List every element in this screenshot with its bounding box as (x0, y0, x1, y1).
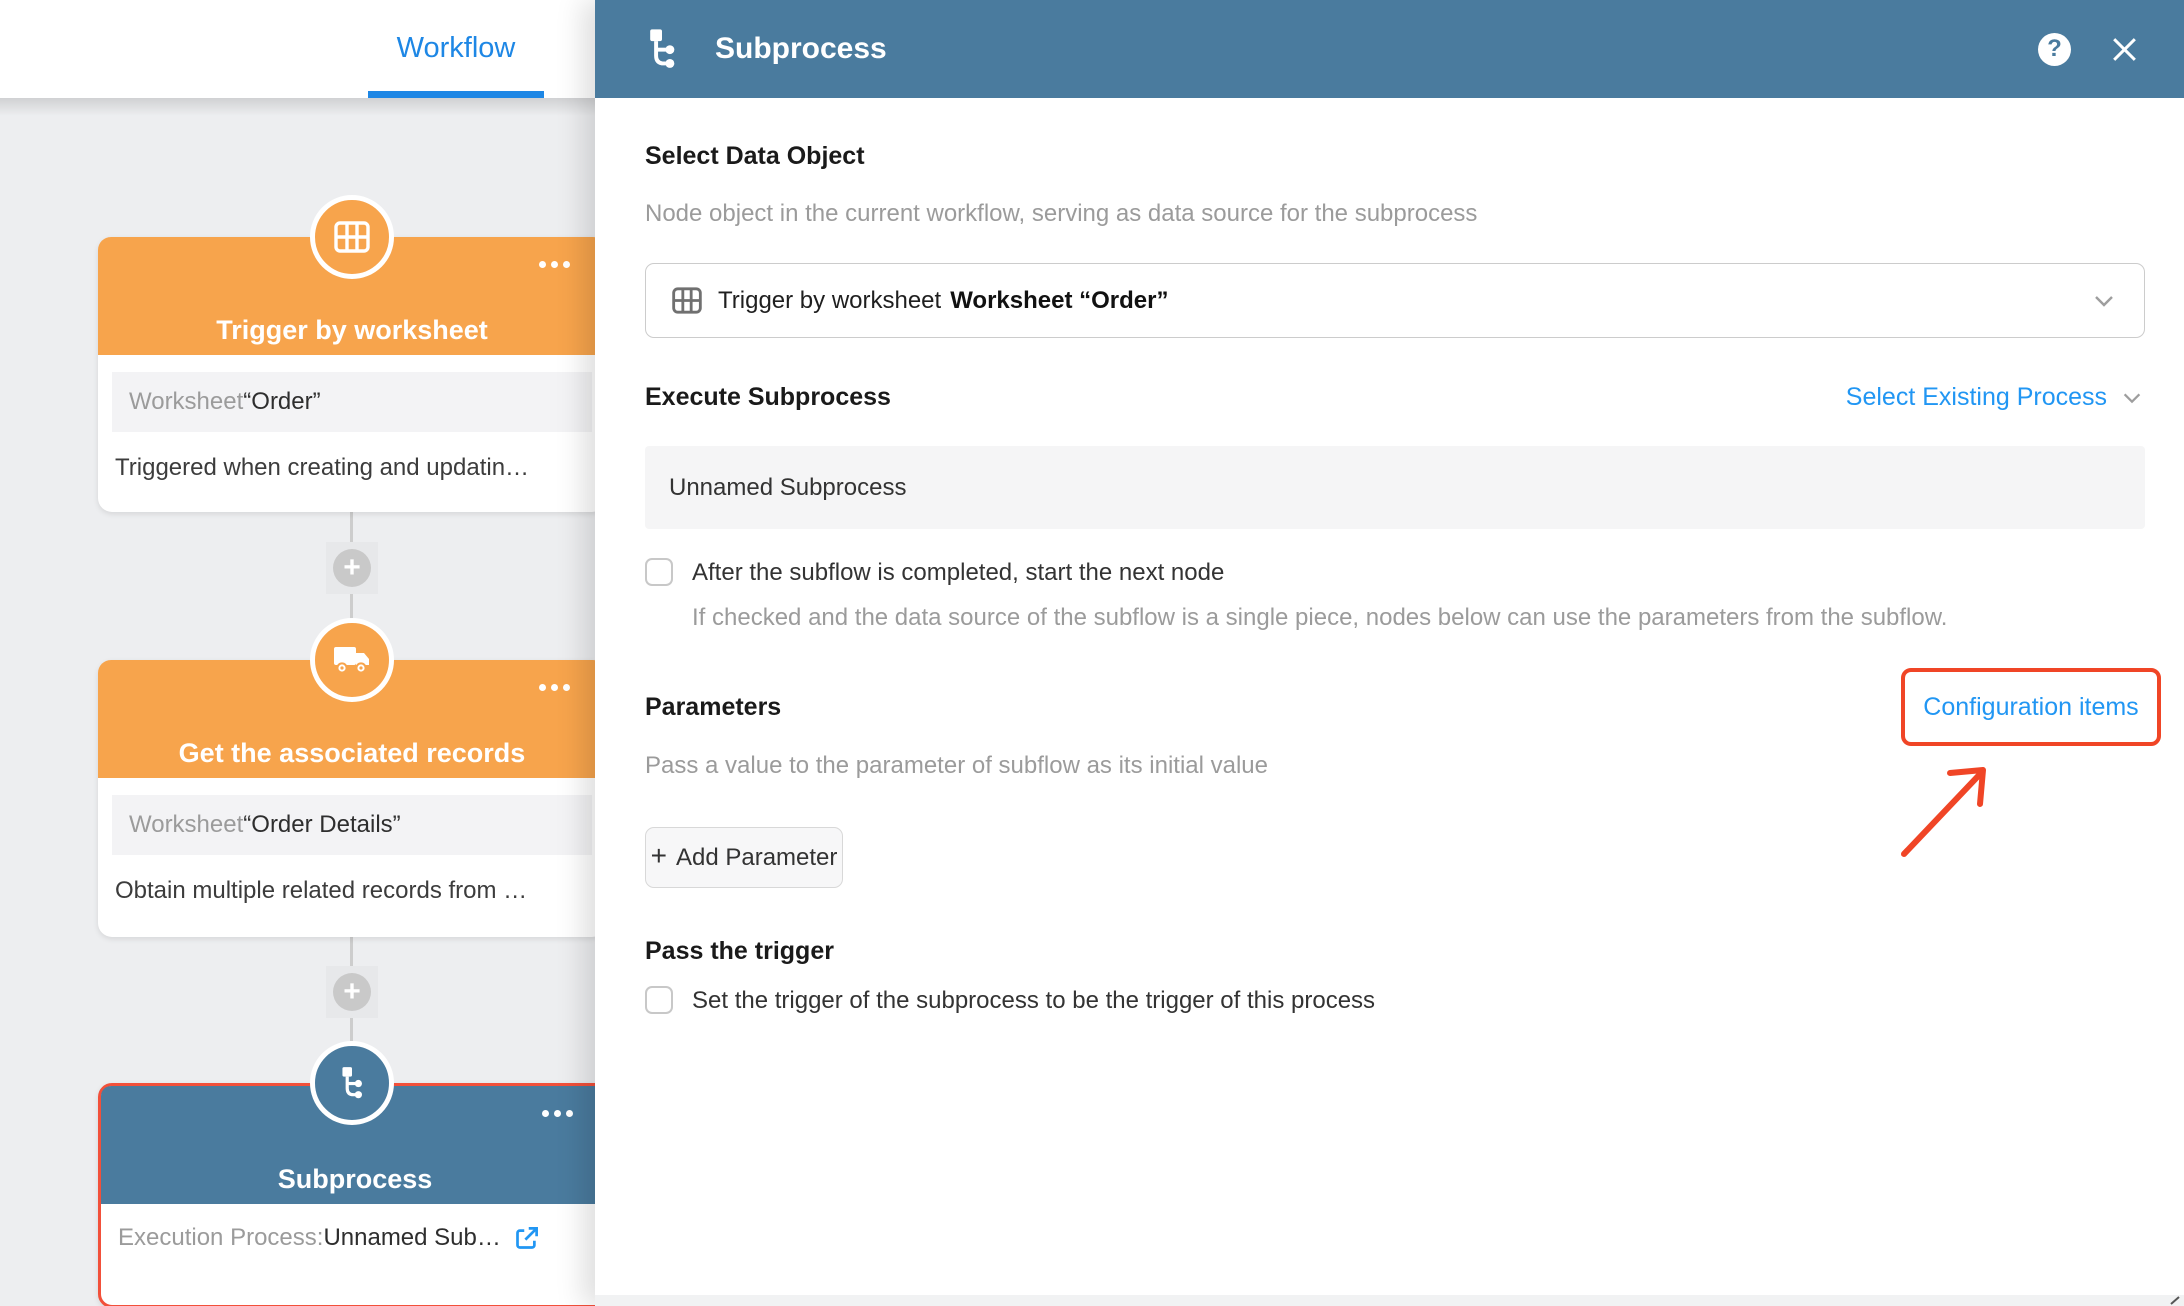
chevron-down-icon (2090, 288, 2118, 314)
subprocess-name-field[interactable]: Unnamed Subprocess (645, 446, 2145, 529)
checkbox-label: Set the trigger of the subprocess to be the trigger of this process (692, 987, 1376, 1014)
checkbox-label: After the subflow is completed, start the next node (692, 559, 1225, 586)
tab-active-underline (368, 91, 544, 98)
panel-bottom-strip (595, 1295, 2184, 1306)
data-object-dropdown[interactable] (645, 263, 2145, 338)
node-trigger-by-worksheet[interactable] (98, 237, 606, 512)
panel-title: Subprocess (715, 32, 887, 65)
parameters-description: Pass a value to the parameter of subflow as its initial value (645, 752, 1268, 779)
node-field-row (112, 795, 592, 855)
open-subprocess-icon[interactable] (513, 1225, 540, 1252)
node-title: Get the associated records (178, 738, 526, 768)
checkbox-help-text: If checked and the data source of the subflow is a single piece, nodes below can use the parameters from the subflow. (692, 604, 1948, 631)
help-icon[interactable]: ? (2038, 33, 2071, 66)
add-parameter-button[interactable]: + Add Parameter (645, 827, 843, 888)
more-options-icon[interactable] (539, 684, 570, 691)
select-existing-process-link[interactable]: Select Existing Process (1846, 383, 2145, 412)
configuration-items-highlight (1901, 668, 2161, 746)
chevron-down-icon (2119, 386, 2145, 410)
node-description: Triggered when creating and updatin… (115, 454, 530, 481)
tab-workflow[interactable]: Workflow (396, 31, 516, 64)
field-value: “Order” (243, 388, 321, 415)
add-node-button[interactable]: + (333, 549, 371, 587)
start-next-node-checkbox[interactable] (645, 558, 673, 586)
field-value: Unnamed Sub… (323, 1224, 501, 1251)
more-options-icon[interactable] (539, 261, 570, 268)
resize-corner-icon[interactable] (2169, 1296, 2181, 1305)
add-node-button[interactable]: + (333, 973, 371, 1011)
node-title: Subprocess (277, 1164, 433, 1194)
subprocess-icon (641, 28, 683, 70)
node-title: Trigger by worksheet (216, 315, 488, 345)
topbar-shadow (0, 98, 595, 116)
node-field-row (101, 1204, 609, 1252)
more-options-icon[interactable] (542, 1110, 573, 1117)
start-next-node-option (645, 558, 2145, 588)
worksheet-grid-icon (672, 287, 702, 314)
node-description: Obtain multiple related records from … (115, 877, 528, 904)
pass-trigger-checkbox[interactable] (645, 986, 673, 1014)
close-icon[interactable] (2109, 34, 2140, 65)
add-node-area (326, 966, 378, 1018)
subprocess-icon (310, 1041, 394, 1125)
worksheet-grid-icon (310, 195, 394, 279)
node-header (98, 237, 606, 355)
field-value: “Order Details” (243, 811, 401, 838)
pass-the-trigger-heading: Pass the trigger (645, 937, 834, 965)
field-label: Worksheet (129, 388, 244, 415)
node-get-associated-records[interactable] (98, 660, 606, 937)
node-header (101, 1086, 609, 1204)
node-subprocess-selected[interactable] (98, 1083, 612, 1306)
field-label: Execution Process: (118, 1224, 324, 1251)
plus-icon: + (650, 840, 667, 871)
dropdown-value-object: Worksheet “Order” (950, 286, 1169, 314)
pass-trigger-option (645, 986, 2145, 1016)
configuration-items-link[interactable]: Configuration items (1923, 692, 2139, 721)
workflow-canvas[interactable] (0, 0, 595, 1306)
add-node-area (326, 542, 378, 594)
node-field-row (112, 372, 592, 432)
node-header (98, 660, 606, 778)
truck-icon (310, 618, 394, 702)
dropdown-value-node: Trigger by worksheet (718, 286, 942, 314)
execute-subprocess-heading: Execute Subprocess (645, 383, 891, 411)
panel-header (595, 0, 2184, 98)
select-data-object-heading: Select Data Object (645, 142, 865, 170)
annotation-arrow (1890, 752, 2010, 867)
parameters-heading: Parameters (645, 693, 782, 721)
subprocess-config-panel (595, 0, 2184, 1306)
field-label: Worksheet (129, 811, 244, 838)
select-data-object-description: Node object in the current workflow, serving as data source for the subprocess (645, 200, 1478, 227)
